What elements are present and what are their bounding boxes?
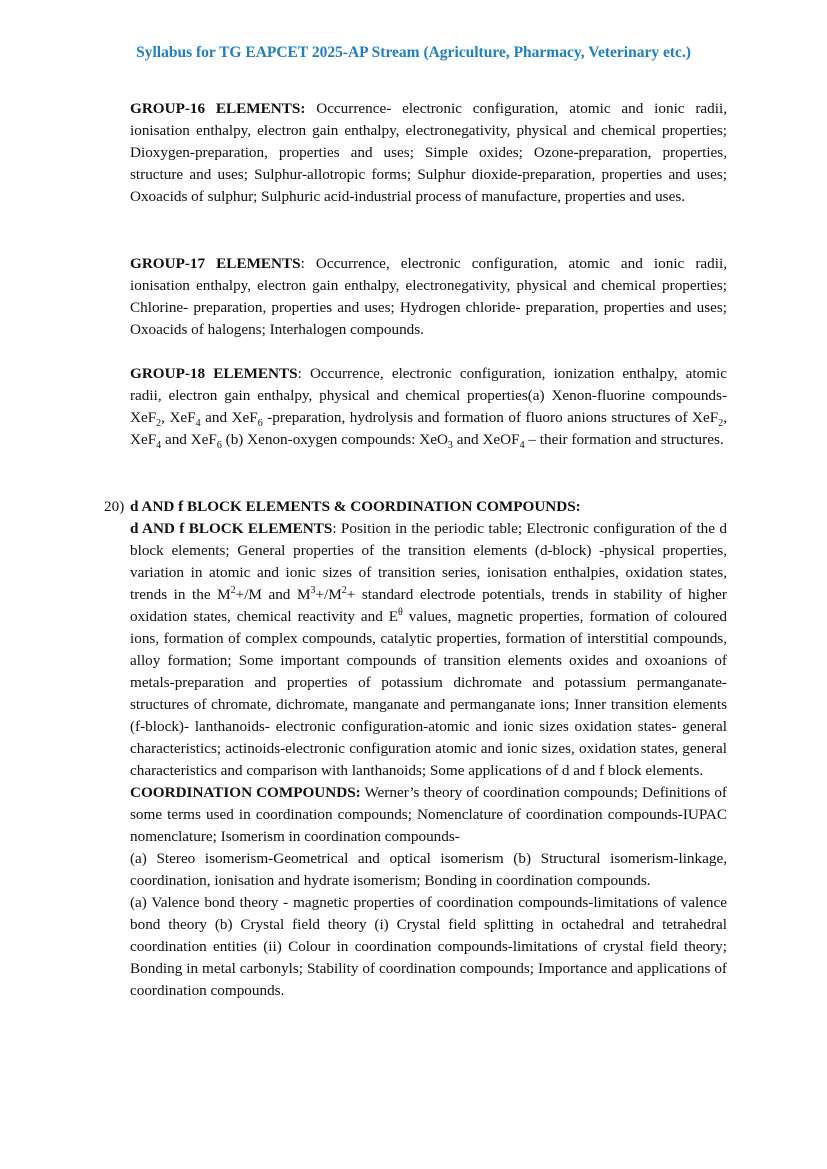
- subscript: 2: [718, 418, 724, 430]
- isomerism-paragraph: (a) Stereo isomerism-Geometrical and optical isomerism (b) Structural isomerism-linkage, coordination, ionisation and hydrate isomerism; Bonding in coordination compounds.: [130, 850, 727, 889]
- group17-body: : Occurrence, electronic configuration, atomic and ionic radii, ionisation enthalpy, electron gain enthalpy, electronegativity, physical and chemical properties; Chlorine- preparation, properties and uses; Hydrogen chloride- preparation, properties and uses; Oxoacids of halogens; Interhalogen compounds.: [130, 255, 728, 338]
- group17-paragraph: [130, 253, 727, 341]
- group18-text: and XeF: [200, 409, 258, 426]
- group18-text: , XeF: [130, 409, 727, 448]
- subscript: 6: [216, 440, 222, 452]
- group18-text: : Occurrence, electronic configuration, ionization enthalpy, atomic radii, electron gain enthalpy, physical and chemical properties(a) Xenon-fluorine compounds- XeF: [130, 365, 727, 426]
- group18-text: (b) Xenon-oxygen compounds: XeO: [221, 431, 448, 448]
- bonding-theory-paragraph: (a) Valence bond theory - magnetic properties of coordination compounds-limitations of valence bond theory (b) Crystal field theory (i) Crystal field splitting in octahedral and tetrahedral coordination entities (ii) Colour in coordination compounds-limitations of crystal field theory; Bonding in metal carbonyls; Stability of coordination compounds; Importance and applications of coordination compounds.: [130, 894, 727, 999]
- section20-content: [130, 496, 727, 1002]
- subscript: 3: [447, 440, 453, 452]
- group16-heading: GROUP-16 ELEMENTS:: [130, 100, 306, 117]
- coordination-body: Werner’s theory of coordination compounds; Definitions of some terms used in coordination compounds; Nomenclature of coordination compounds-IUPAC nomenclature; Isomerism in coordination compounds-: [130, 784, 727, 845]
- group18-text: , XeF: [161, 409, 196, 426]
- superscript: 2: [230, 584, 236, 596]
- group16-body: Occurrence- electronic configuration, atomic and ionic radii, ionisation enthalpy, electron gain enthalpy, electronegativity, physical and chemical properties; Dioxygen-preparation, properties and uses; Simple oxides; Ozone-preparation, properties, structure and uses; Sulphur-allotropic forms; Sulphur dioxide-preparation, properties and uses; Oxoacids of sulphur; Sulphuric acid-industrial process of manufacture, properties and uses.: [130, 100, 727, 205]
- coordination-paragraph: [130, 782, 727, 848]
- group18-text: -preparation, hydrolysis and formation of fluoro anions structures of XeF: [262, 409, 719, 426]
- superscript: 3: [310, 584, 316, 596]
- group18-heading: GROUP-18 ELEMENTS: [130, 365, 298, 382]
- superscript: θ: [398, 606, 403, 618]
- df-text: +/M and M: [235, 586, 311, 603]
- df-text: +/M: [315, 586, 342, 603]
- coordination-heading: COORDINATION COMPOUNDS:: [130, 784, 361, 801]
- subscript: 4: [519, 440, 525, 452]
- subscript: 6: [257, 418, 263, 430]
- df-text: values, magnetic properties, formation of coloured ions, formation of complex compounds, catalytic properties, formation of interstitial compounds, alloy formation; Some important compounds of transition elements oxides and oxoanions of metals-preparation and properties of potassium dichromate and potassium permanganate-structures of chromate, dichromate, manganate and permanganate ions; Inner transition elements (f-block)- lanthanoids- electronic configuration-atomic and ionic sizes oxidation states- general characteristics; actinoids-electronic configuration atomic and ionic sizes, oxidation states, general characteristics and comparison with lanthanoids; Some applications of d and f block elements.: [130, 608, 727, 779]
- group18-text: and XeF: [161, 431, 217, 448]
- superscript: 2: [341, 584, 347, 596]
- section20-title: d AND f BLOCK ELEMENTS & COORDINATION COMPOUNDS:: [130, 498, 581, 515]
- subscript: 2: [156, 418, 162, 430]
- subscript: 4: [195, 418, 201, 430]
- group17-heading: GROUP-17 ELEMENTS: [130, 255, 301, 272]
- group18-text: and XeOF: [452, 431, 520, 448]
- page-header-title: Syllabus for TG EAPCET 2025-AP Stream (Agriculture, Pharmacy, Veterinary etc.): [136, 44, 691, 61]
- df-block-paragraph: [130, 518, 727, 782]
- df-text: : Position in the periodic table; Electronic configuration of the d block elements; General properties of the transition elements (d-block) -physical properties, variation in atomic and ionic sizes of transition series, ionisation enthalpies, oxidation states, trends in the M: [130, 520, 727, 603]
- section-number: 20): [104, 498, 125, 515]
- subscript: 4: [156, 440, 162, 452]
- group16-paragraph: [130, 98, 727, 208]
- df-block-heading: d AND f BLOCK ELEMENTS: [130, 520, 333, 537]
- group18-text: – their formation and structures.: [524, 431, 724, 448]
- group18-paragraph: [130, 363, 727, 451]
- df-text: + standard electrode potentials, trends in stability of higher oxidation states, chemical reactivity and E: [130, 586, 727, 625]
